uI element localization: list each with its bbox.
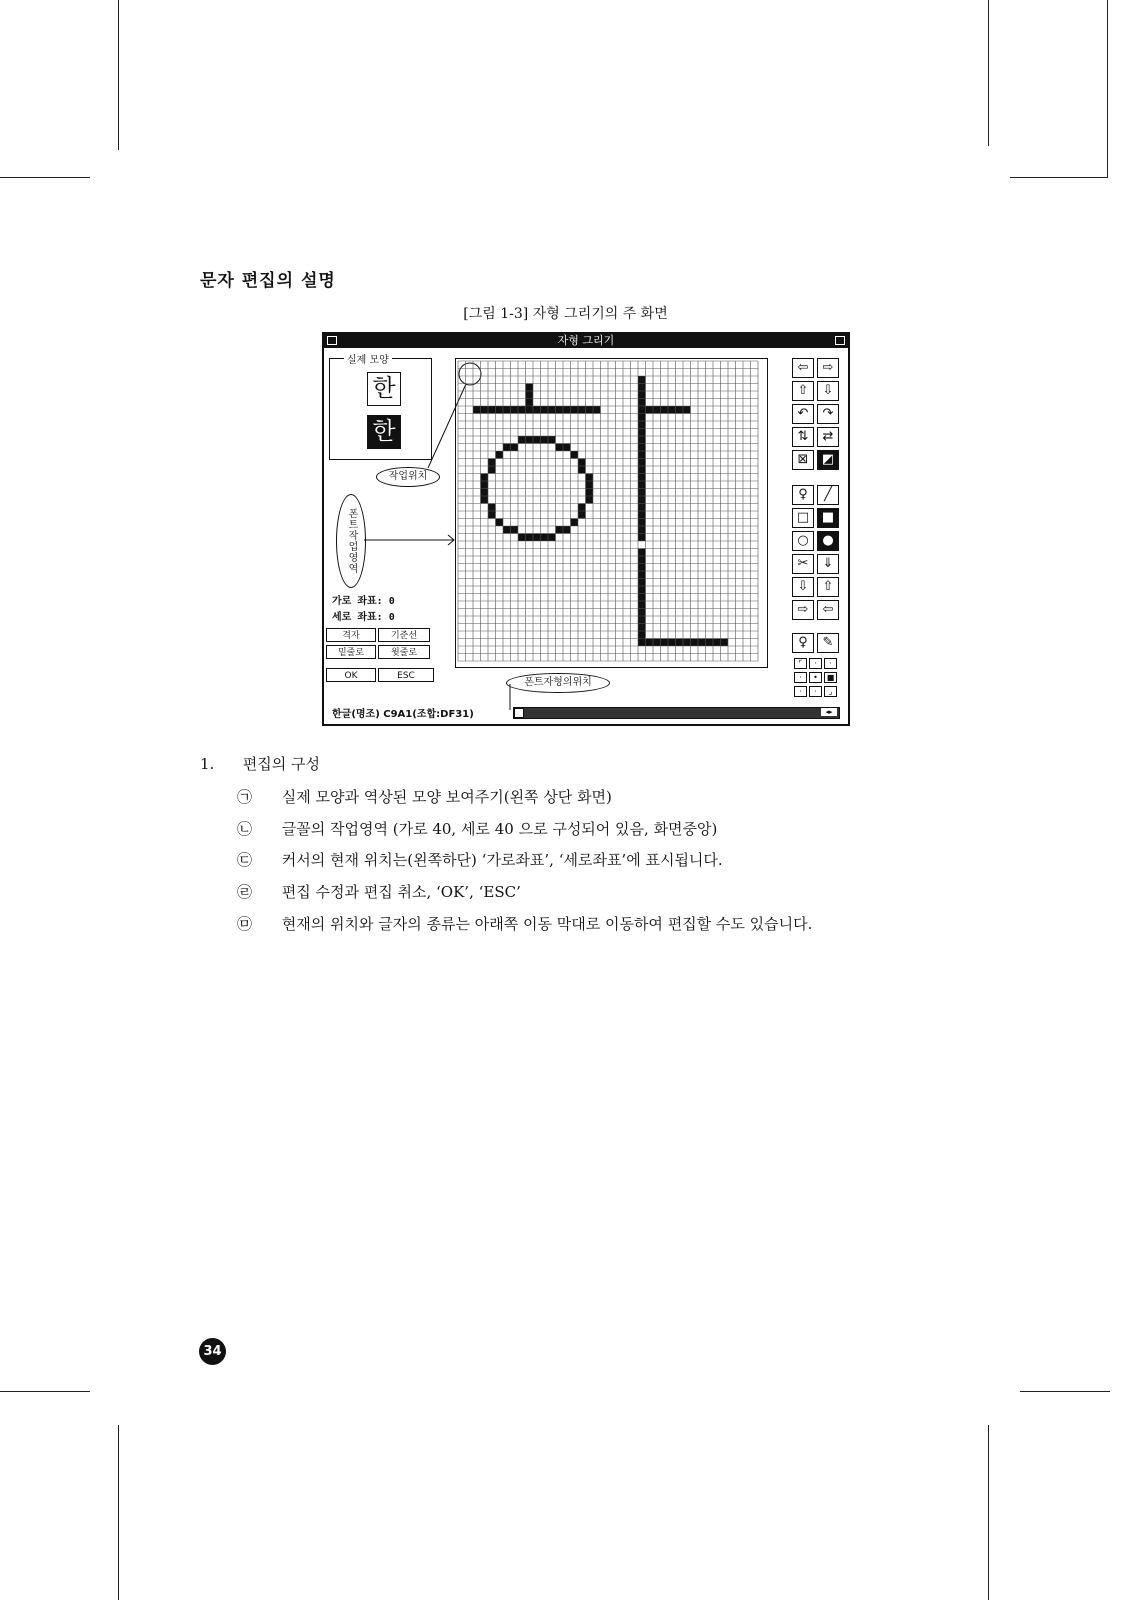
list-item-marker: ㉣	[237, 883, 253, 901]
list-heading-text: 편집의 구성	[242, 755, 320, 773]
filled-pixel[interactable]	[638, 564, 646, 572]
filled-pixel[interactable]	[533, 534, 541, 542]
filled-pixel[interactable]	[638, 489, 646, 497]
align-bottom-left-tool[interactable]: ·	[794, 686, 807, 697]
filled-pixel[interactable]	[526, 436, 534, 444]
align-center-tool[interactable]: •	[809, 672, 822, 683]
list-item	[237, 849, 723, 870]
filled-pixel[interactable]	[638, 429, 646, 437]
move-up-button[interactable]: 윗줄로	[378, 645, 430, 659]
filled-pixel[interactable]	[638, 594, 646, 602]
filled-pixel[interactable]	[526, 534, 534, 542]
label-glyph-position: 폰트자형의위치	[506, 673, 610, 693]
x-coordinate: 가로 좌표: 0	[332, 596, 395, 607]
filled-pixel[interactable]	[586, 474, 594, 482]
filled-pixel[interactable]	[556, 526, 564, 534]
filled-pixel[interactable]	[563, 526, 571, 534]
system-menu-icon[interactable]	[327, 336, 337, 345]
filled-pixel[interactable]	[683, 639, 691, 647]
maximize-icon[interactable]	[835, 336, 845, 345]
filled-pixel[interactable]	[653, 639, 661, 647]
section-title: 문자 편집의 설명	[200, 271, 336, 291]
filled-pixel[interactable]	[638, 571, 646, 579]
figure-caption: [그림 1-3] 자형 그리기의 주 화면	[463, 306, 668, 322]
window-title: 자형 그리기	[557, 334, 615, 347]
list-heading	[200, 753, 320, 774]
crop-mark	[1107, 0, 1108, 178]
left-arrow-tool-icon[interactable]: ⇦	[792, 358, 814, 378]
filled-pixel[interactable]	[638, 549, 646, 557]
filled-pixel[interactable]	[638, 496, 646, 504]
filled-rect-tool-icon[interactable]: ■	[817, 508, 839, 528]
filled-pixel[interactable]	[533, 406, 541, 414]
filled-pixel[interactable]	[638, 616, 646, 624]
filled-pixel[interactable]	[638, 534, 646, 542]
cut-tool-icon[interactable]: ✂	[792, 554, 814, 574]
preview-group-title: 실제 모양	[344, 351, 392, 366]
filled-pixel[interactable]	[488, 459, 496, 467]
filled-pixel[interactable]	[481, 406, 489, 414]
filled-pixel[interactable]	[578, 504, 586, 512]
circle-tool-icon[interactable]: ○	[792, 531, 814, 551]
list-item	[237, 786, 612, 807]
align-top-tool[interactable]: ·	[809, 658, 822, 669]
filled-pixel[interactable]	[496, 519, 504, 527]
filled-pixel[interactable]	[706, 639, 714, 647]
crop-mark	[1010, 177, 1108, 178]
align-top-right-tool[interactable]: ·	[824, 658, 837, 669]
preview-inverted: 한	[367, 415, 401, 449]
filled-circle-tool-icon[interactable]: ●	[817, 531, 839, 551]
right-arrow-tool-icon[interactable]: ⇨	[817, 358, 839, 378]
crop-mark	[118, 1425, 119, 1600]
filled-pixel[interactable]	[541, 406, 549, 414]
filled-pixel[interactable]	[503, 444, 511, 452]
fill-down-tool-icon[interactable]: ⇓	[817, 554, 839, 574]
filled-pixel[interactable]	[638, 639, 646, 647]
filled-pixel[interactable]	[571, 451, 579, 459]
filled-pixel[interactable]	[541, 534, 549, 542]
filled-pixel[interactable]	[548, 534, 556, 542]
move-right-tool-icon[interactable]: ⇨	[792, 600, 814, 620]
filled-pixel[interactable]	[578, 511, 586, 519]
filled-pixel[interactable]	[638, 436, 646, 444]
label-work-position: 작업위치	[376, 467, 440, 487]
filled-pixel[interactable]	[481, 496, 489, 504]
scrollbar-arrows-icon[interactable]: ◂▸	[821, 708, 837, 716]
filled-pixel[interactable]	[721, 639, 729, 647]
filled-pixel[interactable]	[518, 406, 526, 414]
crop-mark	[0, 1391, 90, 1392]
list-item	[237, 881, 521, 902]
filled-pixel[interactable]	[668, 639, 676, 647]
filled-pixel[interactable]	[638, 414, 646, 422]
rotate-right-tool-icon[interactable]: ↷	[817, 404, 839, 424]
filled-pixel[interactable]	[638, 586, 646, 594]
filled-pixel[interactable]	[638, 526, 646, 534]
filled-pixel[interactable]	[563, 444, 571, 452]
label-font-work-area: 폰트작업영역	[336, 494, 366, 588]
filled-pixel[interactable]	[488, 466, 496, 474]
move-up-tool-icon[interactable]: ⇧	[817, 577, 839, 597]
filled-pixel[interactable]	[638, 459, 646, 467]
filled-pixel[interactable]	[511, 444, 519, 452]
filled-pixel[interactable]	[638, 481, 646, 489]
invert-tool-icon[interactable]: ◩	[817, 450, 839, 470]
filled-pixel[interactable]	[481, 489, 489, 497]
filled-pixel[interactable]	[668, 406, 676, 414]
move-down-button[interactable]: 밑줄로	[326, 645, 376, 659]
filled-pixel[interactable]	[548, 436, 556, 444]
esc-button[interactable]: ESC	[378, 668, 434, 682]
preview-group	[329, 355, 432, 460]
line-tool-icon[interactable]: ╱	[817, 485, 839, 505]
glyph-scrollbar[interactable]	[513, 707, 840, 719]
window-titlebar	[324, 334, 848, 348]
filled-pixel[interactable]	[661, 406, 669, 414]
list-item-text: 실제 모양과 역상된 모양 보여주기(왼쪽 상단 화면)	[281, 788, 612, 806]
y-coordinate: 세로 좌표: 0	[332, 612, 395, 623]
move-left-tool-icon[interactable]: ⇦	[817, 600, 839, 620]
list-heading-number: 1.	[200, 755, 215, 773]
page-number: 34	[199, 1338, 226, 1365]
list-item-text: 글꼴의 작업영역 (가로 40, 세로 40 으로 구성되어 있음, 화면중앙)	[281, 820, 718, 838]
align-left-tool[interactable]: ·	[794, 672, 807, 683]
filled-pixel[interactable]	[698, 639, 706, 647]
rotate-left-tool-icon[interactable]: ↶	[792, 404, 814, 424]
crop-mark	[988, 1425, 989, 1600]
filled-pixel[interactable]	[638, 451, 646, 459]
filled-pixel[interactable]	[638, 601, 646, 609]
glyph-editing-grid[interactable]	[456, 359, 767, 667]
filled-pixel[interactable]	[511, 526, 519, 534]
filled-pixel[interactable]	[638, 466, 646, 474]
filled-pixel[interactable]	[488, 504, 496, 512]
filled-pixel[interactable]	[683, 406, 691, 414]
align-bottom-tool[interactable]: ·	[809, 686, 822, 697]
list-item-marker: ㉢	[237, 851, 253, 869]
filled-pixel[interactable]	[526, 391, 534, 399]
filled-pixel[interactable]	[503, 406, 511, 414]
filled-pixel[interactable]	[586, 406, 594, 414]
flip-horizontal-tool-icon[interactable]: ⇄	[817, 427, 839, 447]
filled-pixel[interactable]	[638, 556, 646, 564]
filled-pixel[interactable]	[638, 474, 646, 482]
pick-tool-icon[interactable]: ♀	[792, 633, 814, 653]
status-text: 한글(명조) C9A1(조합:DF31)	[332, 709, 474, 720]
filled-pixel[interactable]	[661, 639, 669, 647]
filled-pixel[interactable]	[638, 511, 646, 519]
filled-pixel[interactable]	[526, 406, 534, 414]
align-bottom-right-tool[interactable]: ⌟	[824, 686, 837, 697]
filled-pixel[interactable]	[676, 639, 684, 647]
filled-pixel[interactable]	[511, 406, 519, 414]
filled-pixel[interactable]	[586, 496, 594, 504]
crop-mark	[118, 0, 119, 150]
rect-tool-icon[interactable]: □	[792, 508, 814, 528]
filled-pixel[interactable]	[638, 384, 646, 392]
filled-pixel[interactable]	[518, 534, 526, 542]
filled-pixel[interactable]	[488, 406, 496, 414]
filled-pixel[interactable]	[481, 474, 489, 482]
filled-pixel[interactable]	[548, 406, 556, 414]
filled-pixel[interactable]	[586, 489, 594, 497]
list-item-text: 현재의 위치와 글자의 종류는 아래쪽 이동 막대로 이동하여 편집할 수도 있습니다.	[281, 915, 813, 933]
list-item-text: 커서의 현재 위치는(왼쪽하단) ‘가로좌표’, ‘세로좌표’에 표시됩니다.	[281, 851, 723, 869]
work-area-arrowhead	[448, 535, 454, 545]
down-arrow-tool-icon[interactable]: ⇩	[817, 381, 839, 401]
glyph-canvas-frame	[455, 358, 768, 668]
small-tool-grid	[794, 658, 840, 702]
filled-pixel[interactable]	[593, 406, 601, 414]
align-right-tool[interactable]: ■	[824, 672, 837, 683]
filled-pixel[interactable]	[646, 639, 654, 647]
ok-button[interactable]: OK	[326, 668, 376, 682]
filled-pixel[interactable]	[496, 451, 504, 459]
filled-pixel[interactable]	[638, 391, 646, 399]
filled-pixel[interactable]	[691, 639, 699, 647]
filled-pixel[interactable]	[473, 406, 481, 414]
filled-pixel[interactable]	[556, 406, 564, 414]
filled-pixel[interactable]	[713, 639, 721, 647]
filled-pixel[interactable]	[586, 481, 594, 489]
filled-pixel[interactable]	[638, 519, 646, 527]
list-item-marker: ㉤	[237, 915, 253, 933]
filled-pixel[interactable]	[503, 526, 511, 534]
filled-pixel[interactable]	[638, 631, 646, 639]
crop-mark	[1020, 1391, 1110, 1392]
filled-pixel[interactable]	[638, 376, 646, 384]
filled-pixel[interactable]	[541, 436, 549, 444]
scrollbar-thumb[interactable]	[514, 708, 524, 718]
filled-pixel[interactable]	[526, 384, 534, 392]
filled-pixel[interactable]	[646, 406, 654, 414]
filled-pixel[interactable]	[653, 406, 661, 414]
filled-pixel[interactable]	[638, 609, 646, 617]
erase-tool-icon[interactable]: ✎	[817, 633, 839, 653]
filled-pixel[interactable]	[571, 519, 579, 527]
grid-toggle-button[interactable]: 격자	[326, 628, 376, 642]
preview-normal: 한	[367, 372, 401, 406]
filled-pixel[interactable]	[481, 481, 489, 489]
align-top-left-tool[interactable]: ⌜	[794, 658, 807, 669]
list-item-text: 편집 수정과 편집 취소, ‘OK’, ‘ESC’	[281, 883, 521, 901]
filled-pixel[interactable]	[638, 399, 646, 407]
filled-pixel[interactable]	[638, 579, 646, 587]
glyph-editor-window	[322, 332, 850, 726]
filled-pixel[interactable]	[533, 436, 541, 444]
list-item	[237, 818, 717, 839]
filled-pixel[interactable]	[578, 466, 586, 474]
filled-pixel[interactable]	[556, 444, 564, 452]
list-item-marker: ㉠	[237, 788, 253, 806]
filled-pixel[interactable]	[638, 421, 646, 429]
crop-mark	[988, 0, 989, 146]
flip-vertical-tool-icon[interactable]: ⇅	[792, 427, 814, 447]
filled-pixel[interactable]	[518, 436, 526, 444]
filled-pixel[interactable]	[638, 624, 646, 632]
move-down-tool-icon[interactable]: ⇩	[792, 577, 814, 597]
filled-pixel[interactable]	[638, 406, 646, 414]
list-item-marker: ㉡	[237, 820, 253, 838]
baseline-toggle-button[interactable]: 기준선	[378, 628, 430, 642]
filled-pixel[interactable]	[578, 406, 586, 414]
crop-mark	[0, 177, 90, 178]
filled-pixel[interactable]	[578, 459, 586, 467]
up-arrow-tool-icon[interactable]: ⇧	[792, 381, 814, 401]
pen-tool-icon[interactable]: ♀	[792, 485, 814, 505]
filled-pixel[interactable]	[496, 406, 504, 414]
clear-tool-icon[interactable]: ⊠	[792, 450, 814, 470]
list-item	[237, 913, 812, 934]
filled-pixel[interactable]	[488, 511, 496, 519]
filled-pixel[interactable]	[571, 406, 579, 414]
filled-pixel[interactable]	[526, 399, 534, 407]
filled-pixel[interactable]	[638, 504, 646, 512]
filled-pixel[interactable]	[638, 444, 646, 452]
filled-pixel[interactable]	[676, 406, 684, 414]
filled-pixel[interactable]	[563, 406, 571, 414]
